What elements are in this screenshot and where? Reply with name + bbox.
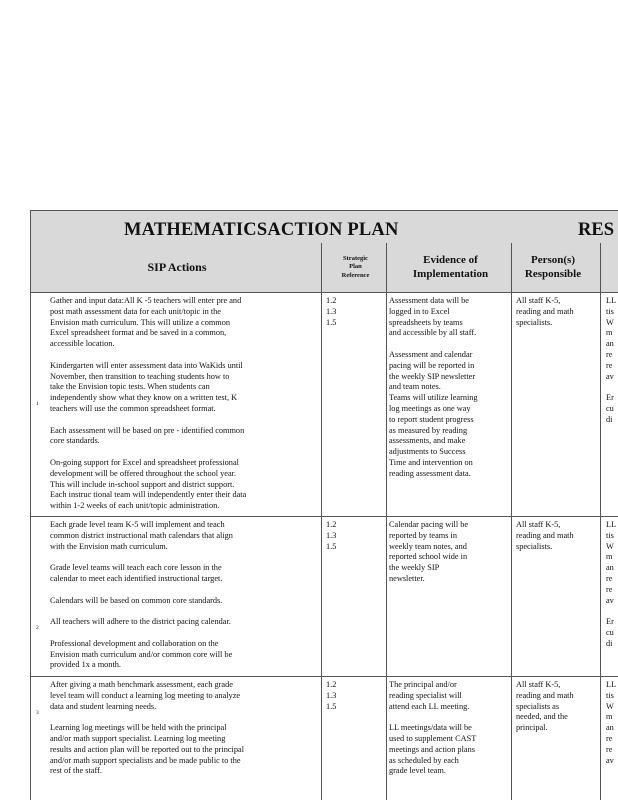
text-line: m [606,328,613,338]
text-line: 1.3 [326,530,337,540]
text-line: calendar to meet each identified instructional target. [50,573,223,583]
paragraph [606,680,618,766]
text-line: weekly team notes, and [389,541,467,551]
text-line: Assessment and calendar [389,349,473,359]
text-line: and accessible by all staff. [389,328,477,338]
row-divider [30,676,618,677]
text-line: development will be offered throughout the school year. [50,468,237,478]
truncated-title-right: RES [578,220,614,240]
text-line: Each grade level team K-5 will implement and teach [50,520,225,529]
row-number: 2 [36,625,39,631]
text-line: newsletter. [389,573,425,583]
text-line: m [606,552,613,562]
paragraph [50,563,316,585]
text-line: After giving a math benchmark assessment, each grade [50,680,233,689]
title-banner [30,210,618,244]
text-line: reported by teams in [389,530,457,540]
evidence-cell [389,680,502,777]
paragraph [606,296,618,382]
text-line: Envision math curriculum. This will utilize a common [50,317,231,327]
text-line: principal. [516,723,548,733]
row-divider [30,516,618,517]
text-line: accessible location. [50,339,115,349]
text-line: On-going support for Excel and spreadsheet professional [50,457,239,467]
text-line: reading assessment data. [389,468,471,478]
paragraph [389,520,502,585]
text-line: an [606,723,614,733]
text-line: cu [606,403,614,413]
text-line: reading and math [516,306,574,316]
column-divider [600,243,601,800]
text-line: needed, and the [516,712,568,722]
table-header [30,243,618,293]
text-line: 1.2 [326,520,337,529]
text-line: LL meetings/data will be [389,723,472,733]
column-divider [386,243,387,800]
text-line: Gather and input data:All K -5 teachers will enter pre and [50,296,242,305]
text-line: assessments, and make [389,436,466,446]
persons-responsible-cell [516,520,594,552]
text-line: re [606,573,613,583]
text-line: pacing will be reported in [389,360,475,370]
text-line: Envision math curriculum and/or common core will be [50,649,233,659]
text-line: adjustments to Success [389,447,466,457]
text-line: di [606,414,613,424]
paragraph [50,723,316,777]
text-line: specialists as [516,701,560,711]
text-line: meetings and action plans [389,744,475,754]
text-line: level team will conduct a learning log meeting to analyze [50,690,241,700]
text-line: Teams will utilize learning [389,393,478,403]
text-line: re [606,360,613,370]
text-line: Calendars will be based on common core standards. [50,595,223,605]
text-line: the weekly SIP newsletter [389,371,476,381]
sip-actions-cell [50,520,316,671]
text-line: Assessment data will be [389,296,469,305]
text-line: as scheduled by each [389,755,459,765]
paragraph [50,596,316,607]
text-line: cu [606,627,614,637]
text-line: Excel spreadsheet format and be saved in a common, [50,328,227,338]
text-line: W [606,317,614,327]
text-line: core standards. [50,436,100,446]
header-strategic-plan-reference: Strategic Plan Reference [341,254,370,279]
paragraph [50,296,316,350]
persons-responsible-cell [516,296,594,328]
paragraph [606,520,618,606]
text-line: re [606,733,613,743]
text-line: All staff K-5, [516,680,561,689]
text-line: This will include in-school support and district support. [50,479,235,489]
text-line: Time and intervention on [389,457,473,467]
text-line: LL [606,296,617,305]
text-line: av [606,371,614,381]
text-line: take the Envision topic tests. When students can [50,382,210,392]
text-line: the weekly SIP [389,563,440,573]
paragraph [50,520,316,552]
text-line: re [606,349,613,359]
text-line: specialists. [516,317,553,327]
resources-cell-truncated [606,520,618,650]
row-number: 1 [36,401,39,407]
text-line: 1.3 [326,306,337,316]
text-line: and team notes. [389,382,441,392]
text-line: Professional development and collaboration on the [50,638,219,648]
text-line: The principal and/or [389,680,457,689]
page-title: MATHEMATICSACTION PLAN [124,220,399,240]
text-line: All staff K-5, [516,296,561,305]
text-line: Calendar pacing will be [389,520,469,529]
row-number: 3 [36,710,39,716]
sip-actions-cell [50,296,316,512]
text-line: Each assessment will be based on pre - identified common [50,425,245,435]
header-evidence-of-implementation: Evidence of Implementation [412,254,489,280]
text-line: reported school wide in [389,552,468,562]
text-line: as measured by reading [389,425,468,435]
paragraph [389,350,502,480]
resources-cell-truncated [606,680,618,766]
strategic-reference-cell [326,680,350,712]
text-line: reading and math [516,530,574,540]
sip-actions-cell [50,680,316,777]
text-line: and/or math support specialists and be made public to the [50,755,241,765]
text-line: W [606,701,614,711]
table-left-border [30,210,31,800]
text-line: and/or math support specialist. Learning log meeting [50,733,226,743]
text-line: Er [606,393,614,403]
text-line: 1.5 [326,317,337,327]
text-line: re [606,584,613,594]
text-line: data and student learning needs. [50,701,157,711]
text-line: with the Envision math curriculum. [50,541,168,551]
text-line: 1.5 [326,701,337,711]
text-line: tis [606,530,614,540]
column-divider [511,243,512,800]
text-line: log meetings as one way [389,403,471,413]
text-line: av [606,595,614,605]
text-line: Each instruc tional team will independently enter their data [50,490,247,500]
resources-cell-truncated [606,296,618,426]
text-line: re [606,744,613,754]
row-divider [30,292,618,293]
text-line: an [606,563,614,573]
text-line: reading specialist will [389,690,462,700]
strategic-reference-cell [326,296,350,328]
paragraph [606,617,618,649]
paragraph [50,426,316,448]
text-line: spreadsheets by teams [389,317,463,327]
text-line: av [606,755,614,765]
text-line: provided 1x a month. [50,660,121,670]
evidence-cell [389,296,502,480]
strategic-reference-cell [326,520,350,552]
text-line: di [606,638,613,648]
paragraph [389,680,502,712]
paragraph [50,458,316,512]
text-line: November, then transition to teaching students how to [50,371,230,381]
text-line: tis [606,306,614,316]
text-line: teachers will use the common spreadsheet format. [50,403,216,413]
paragraph [50,361,316,415]
text-line: common district instructional math calendars that align [50,530,233,540]
text-line: LL [606,520,617,529]
text-line: within 1-2 weeks of each unit/topic administration. [50,501,220,511]
text-line: specialists. [516,541,553,551]
text-line: All staff K-5, [516,520,561,529]
text-line: results and action plan will be reported out to the principal [50,744,245,754]
text-line: to report student progress [389,414,474,424]
text-line: 1.3 [326,690,337,700]
paragraph [606,393,618,425]
paragraph [389,723,502,777]
text-line: m [606,712,613,722]
text-line: Grade level teams will teach each core lesson in the [50,563,222,573]
text-line: 1.2 [326,296,337,305]
text-line: All teachers will adhere to the district pacing calendar. [50,617,231,627]
paragraph [50,680,316,712]
paragraph [50,639,316,671]
header-persons-responsible: Person(s) Responsible [524,254,582,280]
text-line: tis [606,690,614,700]
text-line: post math assessment data for each unit/topic in the [50,306,221,316]
text-line: Kindergarten will enter assessment data into WaKids until [50,360,243,370]
text-line: Er [606,617,614,627]
header-sip-actions: SIP Actions [147,260,207,274]
text-line: LL [606,680,617,689]
text-line: used to supplement CAST [389,733,477,743]
evidence-cell [389,520,502,585]
text-line: independently show what they know on a written test, K [50,393,238,403]
text-line: rest of the staff. [50,766,102,776]
text-line: 1.2 [326,680,337,689]
text-line: W [606,541,614,551]
text-line: logged in to Excel [389,306,450,316]
text-line: attend each LL meeting. [389,701,470,711]
paragraph [389,296,502,339]
column-divider [321,243,322,800]
text-line: an [606,339,614,349]
text-line: 1.5 [326,541,337,551]
text-line: Learning log meetings will be held with the principal [50,723,227,733]
text-line: grade level team. [389,766,446,776]
paragraph [50,617,316,628]
text-line: reading and math [516,690,574,700]
persons-responsible-cell [516,680,594,734]
